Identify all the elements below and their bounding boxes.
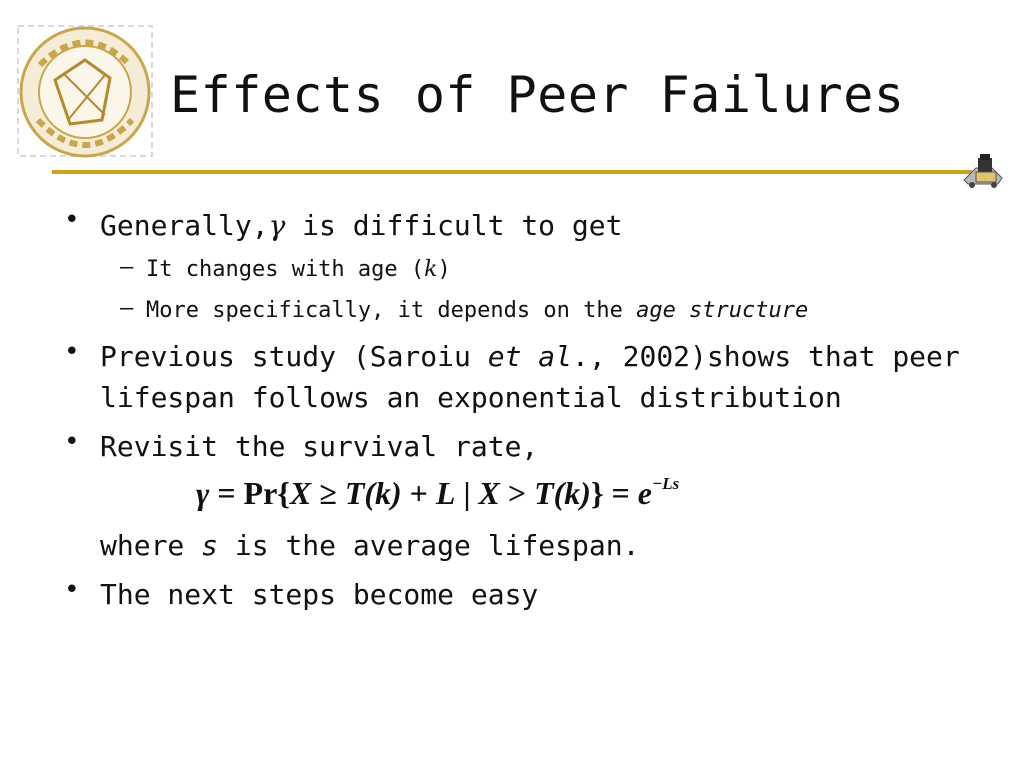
formula-e: e — [637, 475, 652, 511]
sub-bullet-structure — [146, 296, 808, 326]
bullet-next-steps: The next steps become easy — [100, 578, 539, 611]
slide-title: Effects of Peer Failures — [170, 66, 905, 124]
bullet-marker: • — [64, 575, 80, 605]
formula-t: T — [534, 475, 554, 511]
bullet-text: is difficult to get — [302, 209, 623, 242]
formula-k: (k) — [553, 475, 591, 511]
formula-k: (k) — [364, 475, 402, 511]
bullet-revisit: Revisit the survival rate, — [100, 430, 539, 463]
formula-exponent: −Ls — [651, 474, 680, 493]
formula-gamma: γ — [196, 475, 210, 511]
sub-bullet-text: It changes with age ( — [146, 257, 425, 282]
bullet-marker: • — [64, 337, 80, 367]
bullet-marker: • — [64, 427, 80, 457]
where-text: where — [100, 529, 202, 562]
sub-bullet-text: ) — [437, 257, 451, 282]
formula-brace: { — [277, 475, 290, 511]
bullet-text: ., 2002)shows that peer — [572, 340, 960, 373]
bullet-generally — [100, 206, 622, 246]
sub-bullet-marker: – — [120, 296, 134, 321]
sub-bullet-text: More specifically, it depends on the — [146, 298, 637, 323]
k-variable: k — [424, 257, 438, 282]
survival-rate-formula — [196, 474, 679, 512]
formula-x: X — [478, 475, 500, 511]
sub-bullet-marker: – — [120, 255, 134, 280]
bullet-text: Generally, — [100, 209, 269, 242]
gamma-symbol: γ — [268, 209, 286, 242]
formula-geq: ≥ — [311, 475, 345, 511]
s-variable: s — [201, 529, 219, 562]
formula-pr: Pr — [243, 475, 278, 511]
formula-x: X — [289, 475, 312, 511]
bullet-previous-study — [100, 337, 960, 377]
where-line — [100, 526, 639, 566]
formula-gt: > — [499, 475, 535, 511]
formula-brace: } — [590, 475, 604, 511]
formula-t: T — [344, 475, 365, 511]
bullet-previous-study-line2: lifespan follows an exponential distribution — [100, 381, 842, 414]
bullet-marker: • — [64, 205, 80, 235]
age-structure-emphasis: age structure — [636, 298, 809, 323]
formula-l: L — [435, 475, 456, 511]
formula-equals: = — [209, 475, 244, 511]
formula-given: | — [455, 475, 479, 511]
sub-bullet-age — [146, 255, 451, 285]
formula-equals: = — [603, 475, 638, 511]
formula-plus: + — [401, 475, 436, 511]
where-text: is the average lifespan. — [218, 529, 640, 562]
et-al-emphasis: et al — [487, 340, 573, 373]
bullet-text: Previous study (Saroiu — [100, 340, 488, 373]
